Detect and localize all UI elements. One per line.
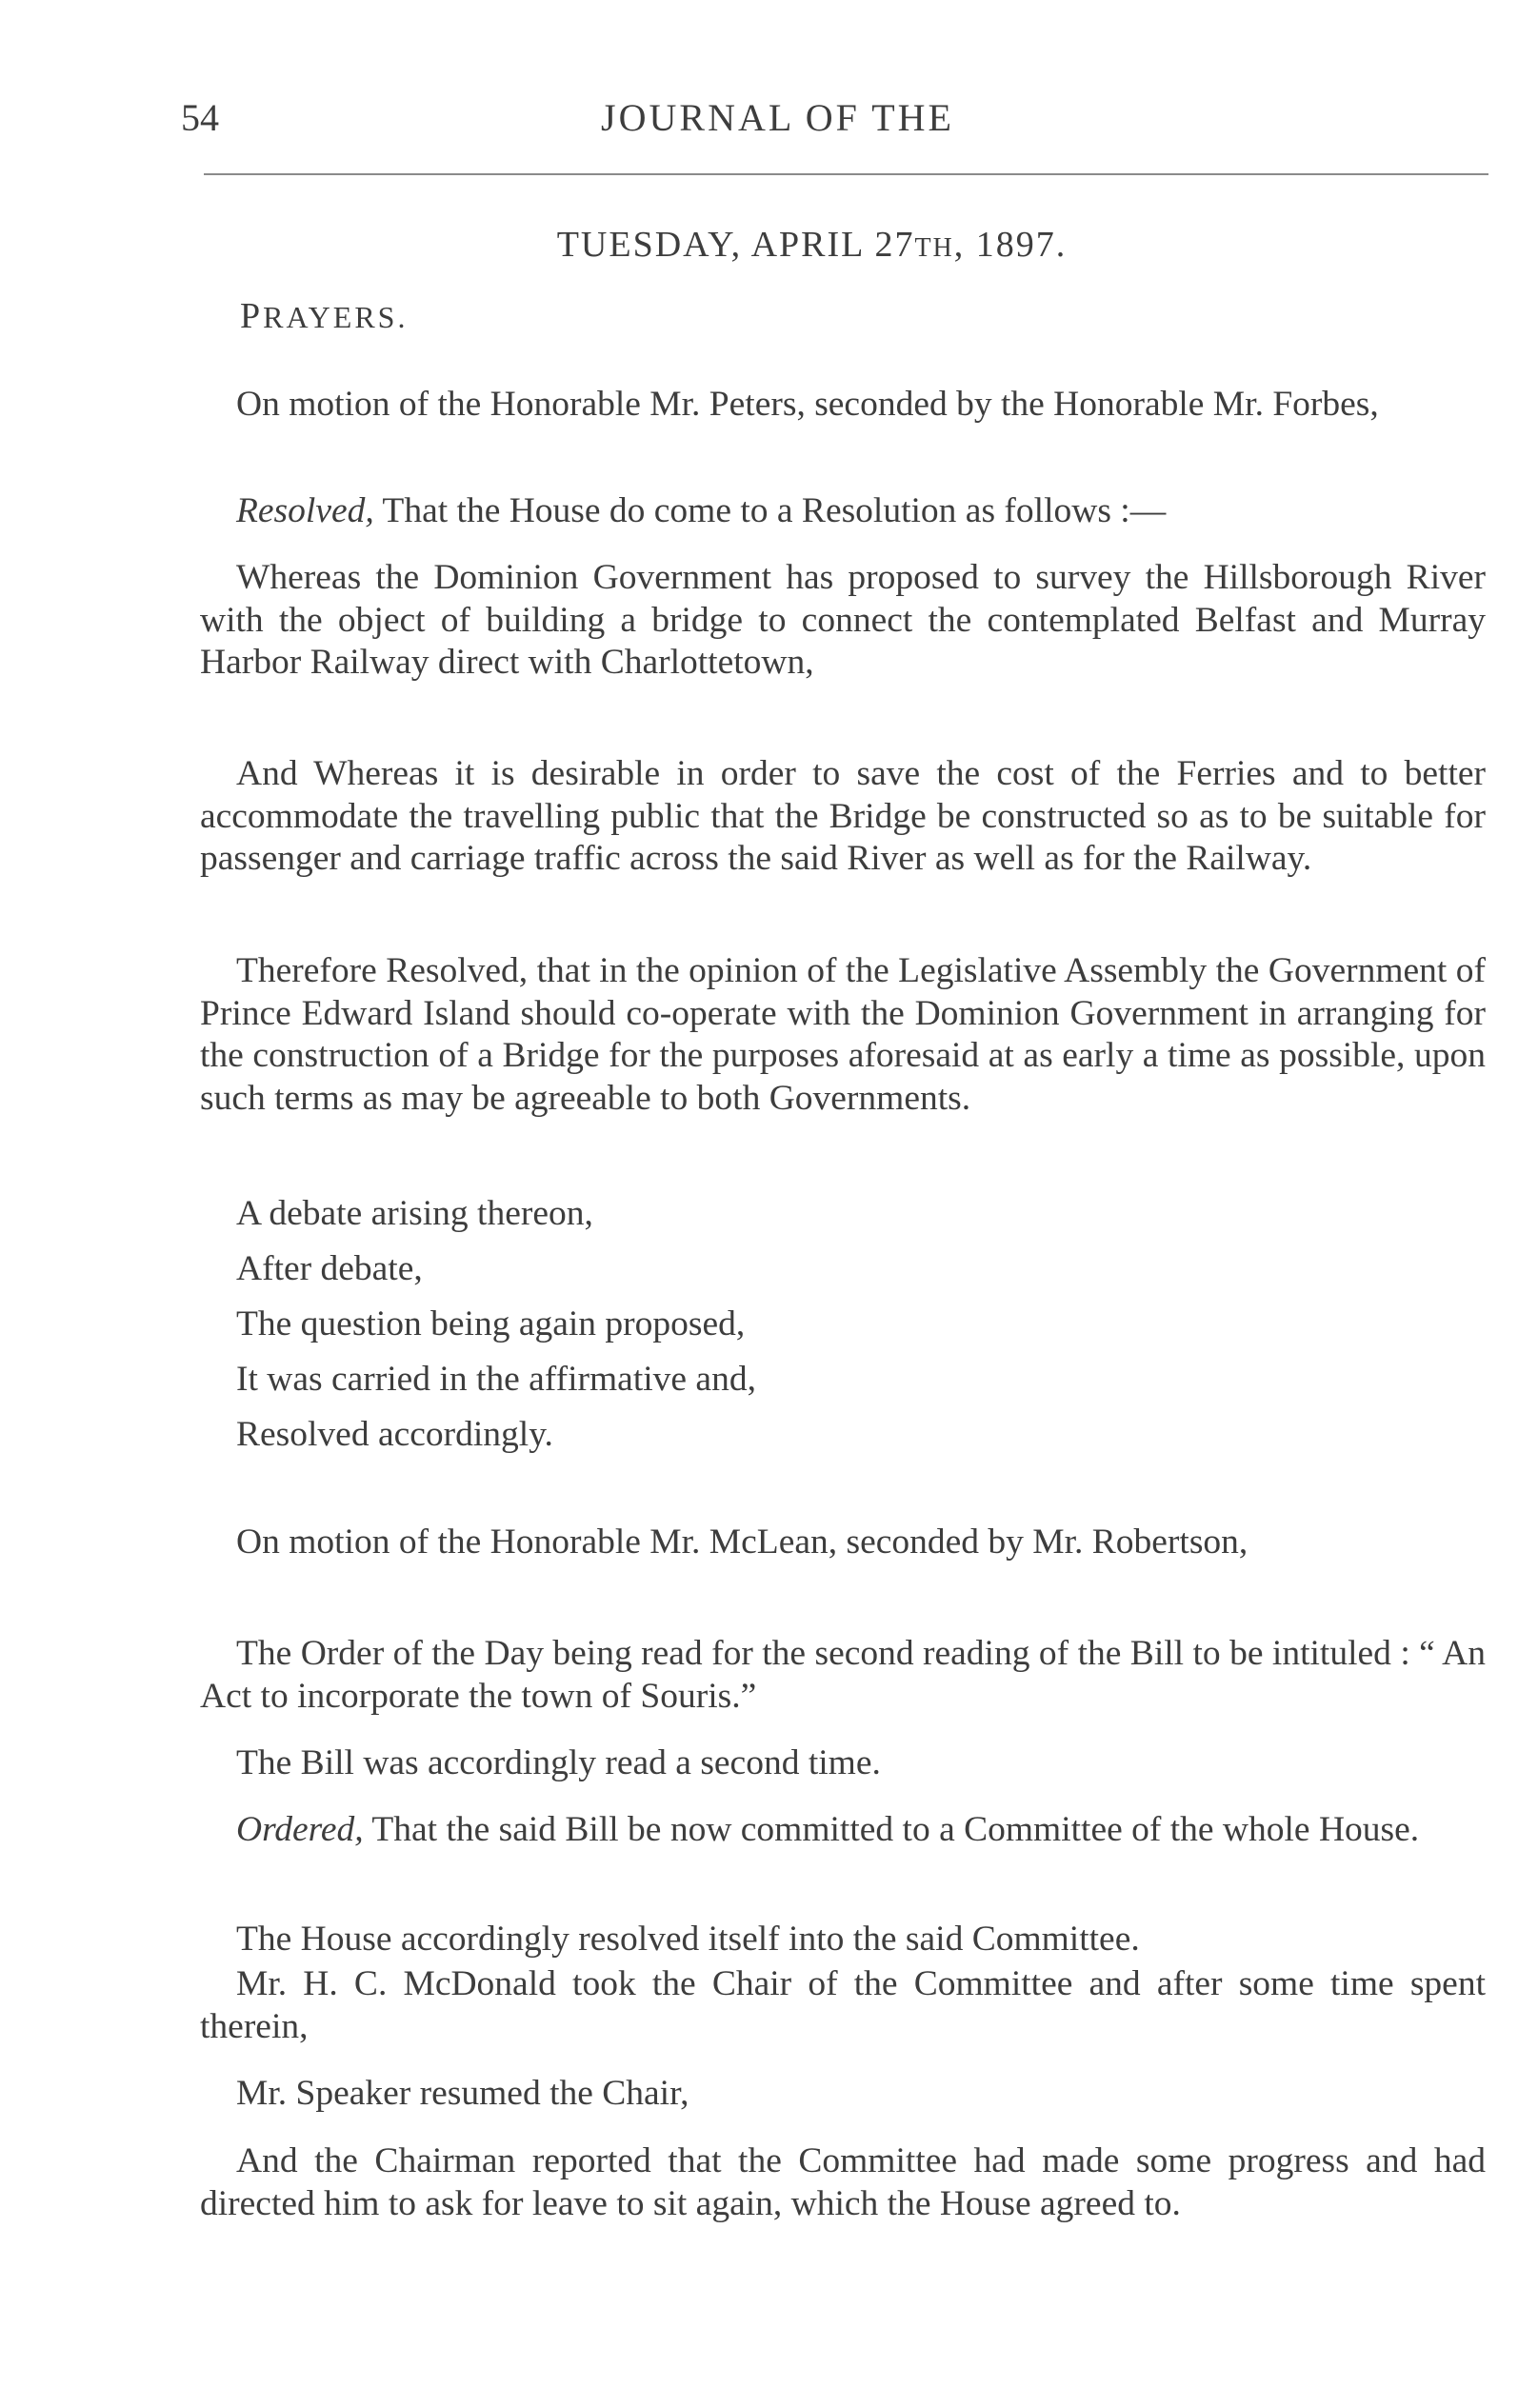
step-carried: It was carried in the affirmative and,: [236, 1360, 756, 1399]
chair-paragraph: [200, 1963, 1486, 2048]
ordered-text: That the said Bill be now committed to a Committee of the whole House.: [363, 1810, 1420, 1849]
running-title: JOURNAL OF THE: [601, 96, 954, 139]
motion-peters: [200, 384, 1486, 427]
motion-mclean-text: On motion of the Honorable Mr. McLean, seconded by Mr. Robertson,: [236, 1522, 1248, 1562]
house-resolved-paragraph: [200, 1919, 1486, 1961]
bill-read-text: The Bill was accordingly read a second time.: [236, 1743, 881, 1782]
procedure-steps: [200, 1186, 1486, 1463]
motion-text: On motion of the Honorable Mr. Peters, seconded by the Honorable Mr. Forbes,: [236, 385, 1379, 424]
order-of-day-text: The Order of the Day being read for the second reading of the Bill to be intituled : “ An Act to incorporate the town of Souris.”: [200, 1634, 1486, 1716]
whereas-text: Whereas the Dominion Government has proposed to survey the Hillsborough River with the object of building a bridge to connect the contemplated Belfast and Murray Harbor Railway direct with Charlottetown,: [200, 558, 1486, 682]
order-of-day-paragraph: [200, 1633, 1486, 1718]
date-heading: [0, 224, 1538, 266]
ordered-paragraph: [200, 1809, 1486, 1852]
prayers-initial: P: [240, 296, 264, 336]
therefore-paragraph: [200, 950, 1486, 1120]
step-debate-arising: A debate arising thereon,: [236, 1194, 593, 1233]
bill-read-paragraph: [200, 1742, 1486, 1785]
prayers-rest: RAYERS.: [263, 300, 409, 334]
speaker-text: Mr. Speaker resumed the Chair,: [236, 2074, 689, 2113]
therefore-text: Therefore Resolved, that in the opinion of the Legislative Assembly the Government of Prince Edward Island should co-operate with the Dominion Government in arranging for the construction of a Bridge for the purposes aforesaid at as early a time as possible, upon such terms as may be agreeable to both Governments.: [200, 951, 1486, 1118]
ordered-word: Ordered,: [236, 1810, 364, 1849]
step-resolved-accordingly: Resolved accordingly.: [236, 1415, 553, 1454]
header-rule: [204, 173, 1488, 175]
prayers-heading: [240, 295, 408, 337]
report-text: And the Chairman reported that the Committee had made some progress and had directed him to ask for leave to sit again, which the House agreed to.: [200, 2141, 1486, 2223]
page-header: [181, 95, 1488, 154]
step-question-proposed: The question being again proposed,: [236, 1304, 746, 1343]
page-number: 54: [181, 96, 219, 139]
date-heading-main: TUESDAY, APRIL 27: [556, 225, 915, 265]
resolved-word: Resolved,: [236, 491, 374, 530]
house-resolved-text: The House accordingly resolved itself into the said Committee.: [236, 1920, 1140, 1959]
and-whereas-paragraph: [200, 753, 1486, 881]
chair-text: Mr. H. C. McDonald took the Chair of the Committee and after some time spent therein,: [200, 1964, 1486, 2046]
step-after-debate: After debate,: [236, 1249, 423, 1288]
and-whereas-text: And Whereas it is desirable in order to save the cost of the Ferries and to better accommodate the travelling public that the Bridge be constructed so as to be suitable for passenger and carriage traffic across the said River as well as for the Railway.: [200, 754, 1486, 878]
speaker-paragraph: [200, 2073, 1486, 2116]
resolved-text: That the House do come to a Resolution as follows :—: [373, 491, 1167, 530]
resolved-paragraph: [200, 490, 1486, 533]
motion-mclean: [200, 1522, 1486, 1564]
date-heading-year: , 1897.: [953, 225, 1068, 265]
report-paragraph: [200, 2140, 1486, 2225]
date-heading-suffix: TH: [914, 233, 954, 263]
whereas-paragraph: [200, 557, 1486, 685]
